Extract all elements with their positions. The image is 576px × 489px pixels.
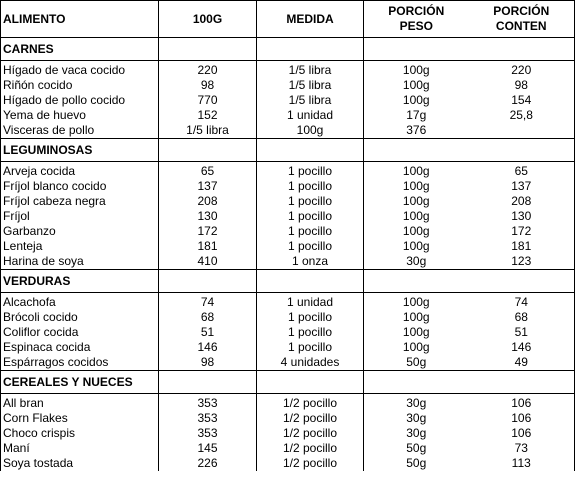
porcion-peso-cell: 30g — [364, 396, 469, 411]
per-100g-cell: 181 — [159, 239, 257, 254]
food-name-cell: Soya tostada — [1, 456, 159, 471]
per-100g-cell: 1/5 libra — [159, 123, 257, 139]
section-title: LEGUMINOSAS — [1, 139, 159, 162]
medida-cell: 1/5 libra — [257, 63, 364, 78]
porcion-peso-cell: 50g — [364, 355, 469, 371]
per-100g-cell: 137 — [159, 179, 257, 194]
medida-cell: 1 unidad — [257, 295, 364, 310]
table-row — [1, 194, 575, 209]
porcion-peso-cell: 100g — [364, 93, 469, 108]
food-name-cell: Riñón cocido — [1, 78, 159, 93]
porcion-conten-cell: 172 — [469, 224, 575, 239]
table-row — [1, 164, 575, 179]
header-alimento: ALIMENTO — [1, 1, 159, 38]
medida-cell: 1 pocillo — [257, 325, 364, 340]
table-row — [1, 63, 575, 78]
food-name-cell: Visceras de pollo — [1, 123, 159, 139]
food-name-cell: Garbanzo — [1, 224, 159, 239]
table-row — [1, 295, 575, 310]
food-name-cell: Brócoli cocido — [1, 310, 159, 325]
per-100g-cell: 226 — [159, 456, 257, 471]
food-name-cell: Fríjol — [1, 209, 159, 224]
section-empty-cell — [469, 371, 575, 394]
section-title: CARNES — [1, 38, 159, 61]
header-row — [1, 1, 575, 38]
food-name-cell: Coliflor cocida — [1, 325, 159, 340]
per-100g-cell: 353 — [159, 396, 257, 411]
table-row — [1, 456, 575, 471]
table-row — [1, 411, 575, 426]
food-name-cell: Harina de soya — [1, 254, 159, 270]
porcion-peso-cell: 100g — [364, 224, 469, 239]
porcion-conten-cell: 130 — [469, 209, 575, 224]
section-empty-cell — [159, 38, 257, 61]
per-100g-cell: 65 — [159, 164, 257, 179]
porcion-peso-cell: 100g — [364, 179, 469, 194]
section-empty-cell — [257, 139, 364, 162]
per-100g-cell: 145 — [159, 441, 257, 456]
medida-cell: 100g — [257, 123, 364, 139]
food-name-cell: Maní — [1, 441, 159, 456]
porcion-conten-cell: 208 — [469, 194, 575, 209]
section-empty-cell — [159, 139, 257, 162]
section-empty-cell — [364, 270, 469, 293]
per-100g-cell: 353 — [159, 411, 257, 426]
porcion-conten-cell: 220 — [469, 63, 575, 78]
table-row — [1, 78, 575, 93]
per-100g-cell: 130 — [159, 209, 257, 224]
section-header-row — [1, 371, 575, 394]
porcion-peso-cell: 100g — [364, 310, 469, 325]
section-empty-cell — [364, 38, 469, 61]
per-100g-cell: 51 — [159, 325, 257, 340]
table-row — [1, 239, 575, 254]
food-name-cell: Corn Flakes — [1, 411, 159, 426]
table-body — [1, 38, 575, 472]
section-title: CEREALES Y NUECES — [1, 371, 159, 394]
porcion-peso-cell: 30g — [364, 254, 469, 270]
section-empty-cell — [257, 371, 364, 394]
food-name-cell: Espárragos cocidos — [1, 355, 159, 371]
medida-cell: 1 pocillo — [257, 194, 364, 209]
food-name-cell: Lenteja — [1, 239, 159, 254]
section-header-row — [1, 270, 575, 293]
porcion-peso-cell: 100g — [364, 209, 469, 224]
medida-cell: 1 unidad — [257, 108, 364, 123]
table-row — [1, 426, 575, 441]
section-empty-cell — [159, 371, 257, 394]
header-100g: 100G — [159, 1, 257, 38]
porcion-peso-cell: 100g — [364, 63, 469, 78]
table-row — [1, 224, 575, 239]
food-name-cell: Hígado de vaca cocido — [1, 63, 159, 78]
porcion-conten-cell: 73 — [469, 441, 575, 456]
per-100g-cell: 146 — [159, 340, 257, 355]
porcion-conten-cell: 181 — [469, 239, 575, 254]
section-empty-cell — [364, 371, 469, 394]
section-empty-cell — [469, 38, 575, 61]
table-row — [1, 179, 575, 194]
medida-cell: 1/2 pocillo — [257, 441, 364, 456]
medida-cell: 4 unidades — [257, 355, 364, 371]
medida-cell: 1/2 pocillo — [257, 426, 364, 441]
porcion-peso-cell: 100g — [364, 164, 469, 179]
section-empty-cell — [364, 139, 469, 162]
porcion-peso-cell: 100g — [364, 194, 469, 209]
table-row — [1, 441, 575, 456]
section-header-row — [1, 38, 575, 61]
table-row — [1, 340, 575, 355]
medida-cell: 1 pocillo — [257, 224, 364, 239]
porcion-conten-cell: 74 — [469, 295, 575, 310]
porcion-conten-cell: 123 — [469, 254, 575, 270]
section-header-row — [1, 139, 575, 162]
medida-cell: 1 pocillo — [257, 310, 364, 325]
section-empty-cell — [257, 38, 364, 61]
porcion-peso-cell: 30g — [364, 411, 469, 426]
per-100g-cell: 770 — [159, 93, 257, 108]
per-100g-cell: 152 — [159, 108, 257, 123]
food-name-cell: All bran — [1, 396, 159, 411]
per-100g-cell: 208 — [159, 194, 257, 209]
food-name-cell: Yema de huevo — [1, 108, 159, 123]
per-100g-cell: 353 — [159, 426, 257, 441]
porcion-peso-cell: 100g — [364, 78, 469, 93]
porcion-conten-cell: 154 — [469, 93, 575, 108]
header-porcion-conten: PORCIÓN CONTEN — [469, 1, 575, 38]
table-row — [1, 123, 575, 139]
header-medida: MEDIDA — [257, 1, 364, 38]
porcion-peso-cell: 50g — [364, 456, 469, 471]
porcion-conten-cell: 51 — [469, 325, 575, 340]
medida-cell: 1 pocillo — [257, 340, 364, 355]
per-100g-cell: 98 — [159, 78, 257, 93]
food-name-cell: Alcachofa — [1, 295, 159, 310]
medida-cell: 1/5 libra — [257, 78, 364, 93]
medida-cell: 1 pocillo — [257, 239, 364, 254]
header-porcion-peso: PORCIÓN PESO — [364, 1, 469, 38]
porcion-conten-cell: 49 — [469, 355, 575, 371]
per-100g-cell: 98 — [159, 355, 257, 371]
medida-cell: 1 onza — [257, 254, 364, 270]
porcion-peso-cell: 376 — [364, 123, 469, 139]
porcion-peso-cell: 100g — [364, 295, 469, 310]
table-row — [1, 396, 575, 411]
porcion-conten-cell: 68 — [469, 310, 575, 325]
table-row — [1, 325, 575, 340]
porcion-peso-cell: 17g — [364, 108, 469, 123]
medida-cell: 1/2 pocillo — [257, 456, 364, 471]
per-100g-cell: 68 — [159, 310, 257, 325]
per-100g-cell: 172 — [159, 224, 257, 239]
medida-cell: 1 pocillo — [257, 209, 364, 224]
porcion-peso-cell: 100g — [364, 325, 469, 340]
section-empty-cell — [257, 270, 364, 293]
section-empty-cell — [469, 139, 575, 162]
section-empty-cell — [159, 270, 257, 293]
porcion-conten-cell: 25,8 — [469, 108, 575, 123]
porcion-conten-cell: 137 — [469, 179, 575, 194]
per-100g-cell: 410 — [159, 254, 257, 270]
food-name-cell: Hígado de pollo cocido — [1, 93, 159, 108]
table-row — [1, 93, 575, 108]
table-row — [1, 254, 575, 270]
table-row — [1, 209, 575, 224]
porcion-conten-cell: 98 — [469, 78, 575, 93]
porcion-conten-cell: 106 — [469, 411, 575, 426]
porcion-conten-cell: 106 — [469, 426, 575, 441]
medida-cell: 1 pocillo — [257, 179, 364, 194]
porcion-peso-cell: 30g — [364, 426, 469, 441]
medida-cell: 1/2 pocillo — [257, 411, 364, 426]
porcion-conten-cell: 146 — [469, 340, 575, 355]
medida-cell: 1 pocillo — [257, 164, 364, 179]
table-row — [1, 310, 575, 325]
table-row — [1, 108, 575, 123]
section-title: VERDURAS — [1, 270, 159, 293]
food-name-cell: Fríjol blanco cocido — [1, 179, 159, 194]
porcion-peso-cell: 100g — [364, 239, 469, 254]
food-name-cell: Choco crispis — [1, 426, 159, 441]
porcion-peso-cell: 50g — [364, 441, 469, 456]
food-name-cell: Arveja cocida — [1, 164, 159, 179]
per-100g-cell: 220 — [159, 63, 257, 78]
medida-cell: 1/5 libra — [257, 93, 364, 108]
porcion-peso-cell: 100g — [364, 340, 469, 355]
per-100g-cell: 74 — [159, 295, 257, 310]
section-empty-cell — [469, 270, 575, 293]
porcion-conten-cell: 65 — [469, 164, 575, 179]
food-name-cell: Espinaca cocida — [1, 340, 159, 355]
porcion-conten-cell — [469, 123, 575, 139]
porcion-conten-cell: 113 — [469, 456, 575, 471]
porcion-conten-cell: 106 — [469, 396, 575, 411]
food-name-cell: Fríjol cabeza negra — [1, 194, 159, 209]
medida-cell: 1/2 pocillo — [257, 396, 364, 411]
table-row — [1, 355, 575, 371]
